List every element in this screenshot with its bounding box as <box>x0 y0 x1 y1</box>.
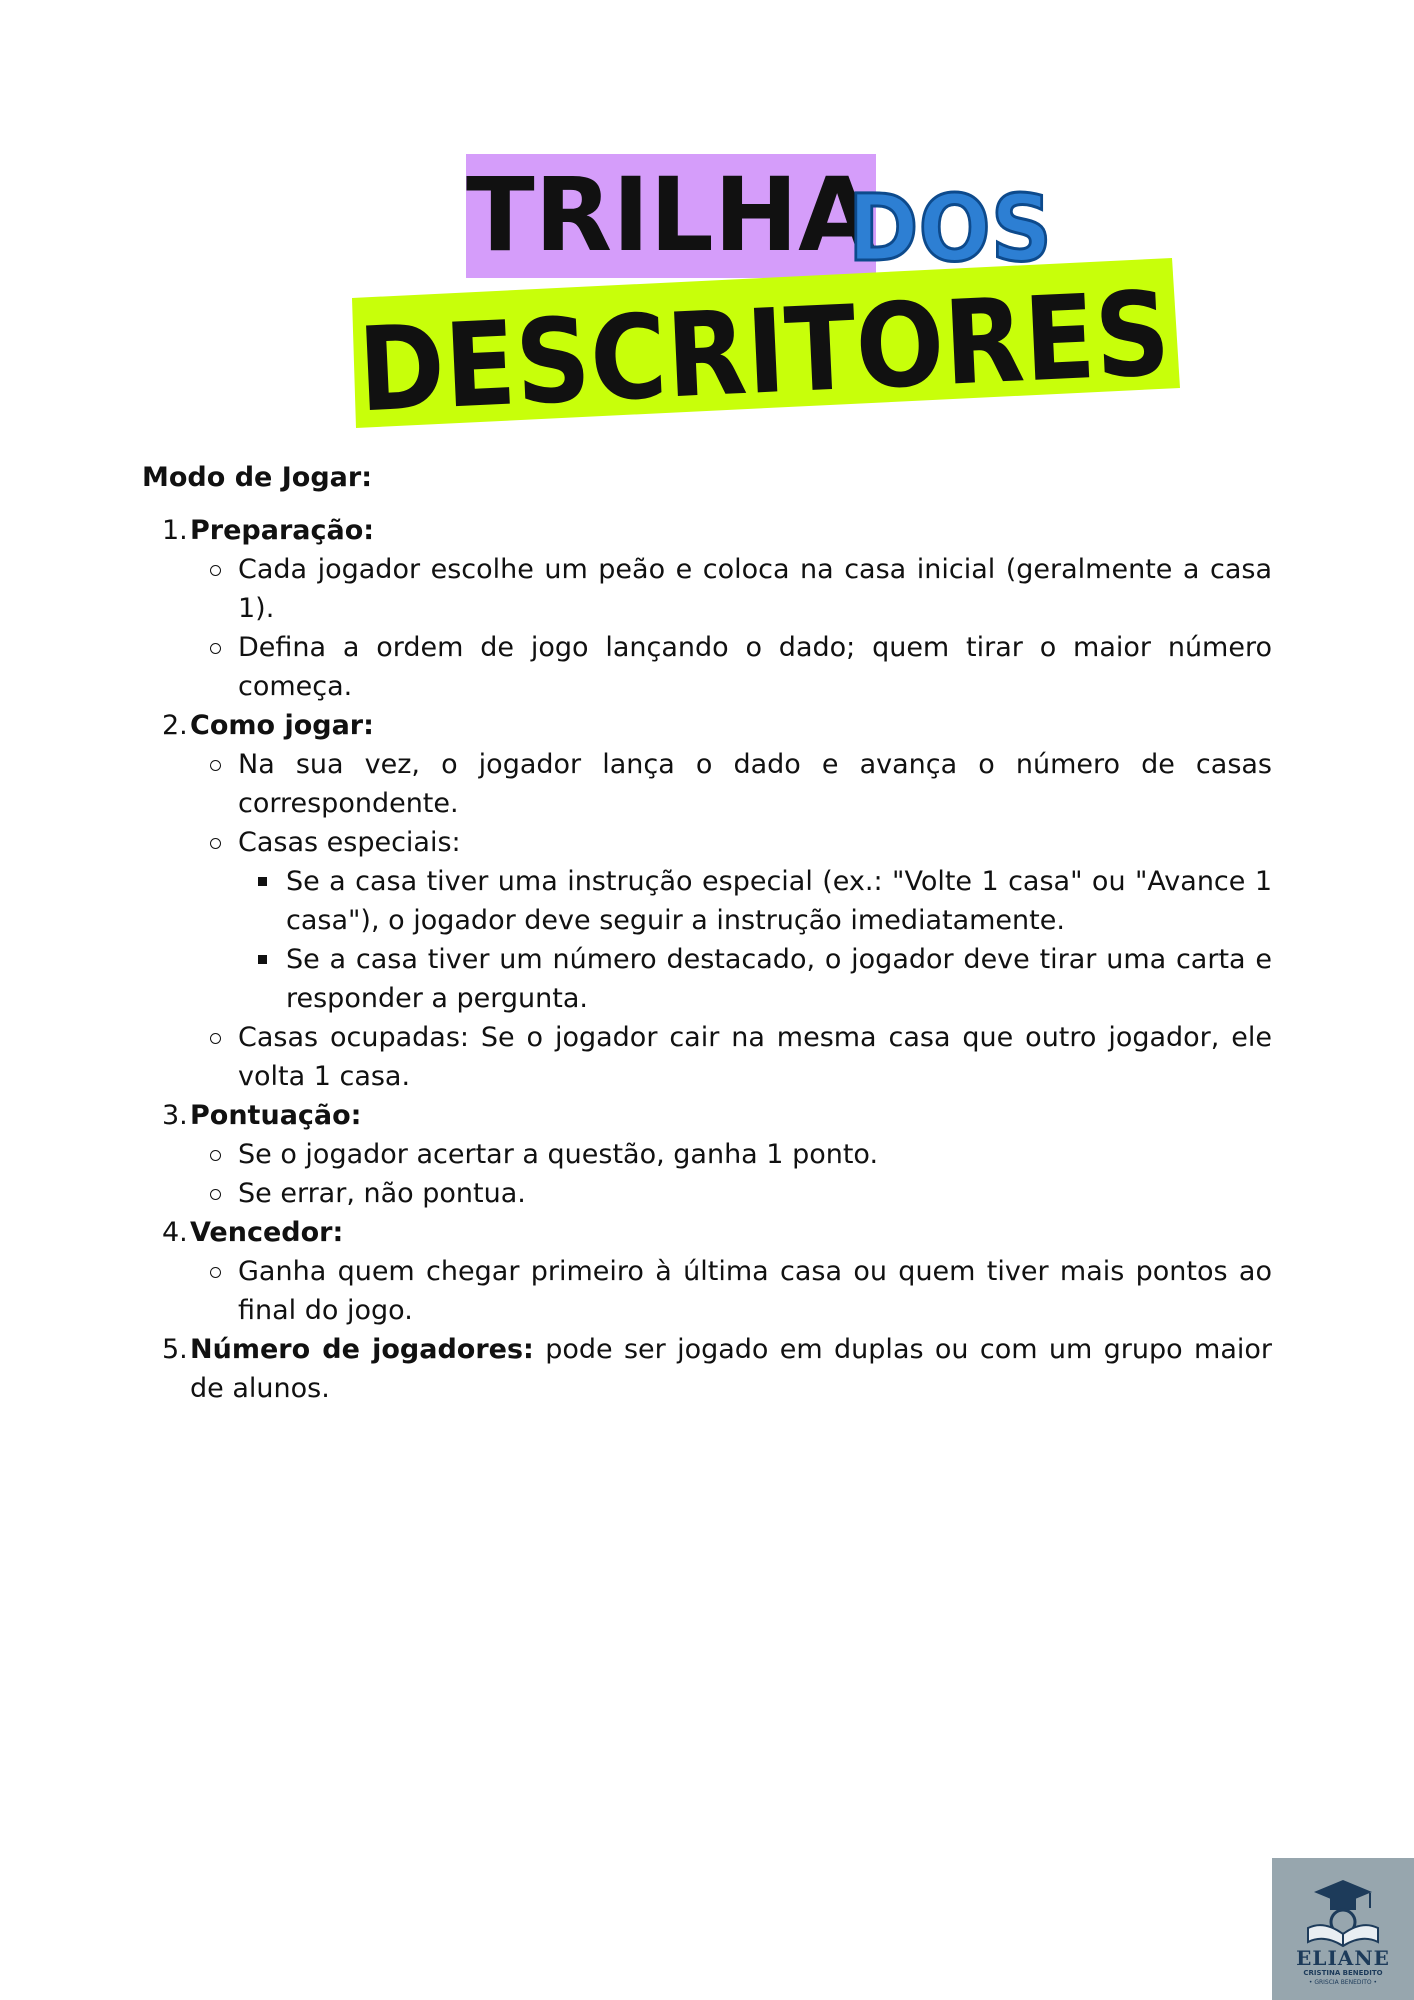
logo-subtitle: CRISTINA BENEDITO <box>1303 1969 1383 1977</box>
list-subitem: Se a casa tiver uma instrução especial (ex.: "Volte 1 casa" ou "Avance 1 casa"), o jogador deve seguir a instrução imediatamente. <box>238 862 1272 940</box>
list-item-casas-especiais <box>190 823 1272 1018</box>
step-items <box>190 1252 1272 1330</box>
step-items <box>190 550 1272 706</box>
step-number: 1. <box>162 515 188 546</box>
instructions <box>142 458 1272 1408</box>
title-word-trilha: TRILHA <box>466 156 877 275</box>
list-item: Se o jogador acertar a questão, ganha 1 ponto. <box>190 1135 1272 1174</box>
step-label: Como jogar: <box>190 710 374 741</box>
step-text: pode ser jogado em duplas ou com um grupo maior de alunos. <box>190 1334 1272 1404</box>
list-item: Defina a ordem de jogo lançando o dado; quem tirar o maior número começa. <box>190 628 1272 706</box>
step-number: 2. <box>162 710 188 741</box>
step-pontuacao <box>142 1096 1272 1213</box>
logo-subtitle-2: • GRISCIA BENEDITO • <box>1308 1979 1378 1986</box>
title-graphic <box>0 0 1414 440</box>
logo-name: ELIANE <box>1296 1946 1390 1970</box>
step-number: 4. <box>162 1217 188 1248</box>
instructions-heading: Modo de Jogar: <box>142 462 372 493</box>
step-vencedor <box>142 1213 1272 1330</box>
list-item: Cada jogador escolhe um peão e coloca na casa inicial (geralmente a casa 1). <box>190 550 1272 628</box>
step-items <box>190 745 1272 1096</box>
step-label: Número de jogadores: <box>190 1334 534 1365</box>
step-label: Vencedor: <box>190 1217 344 1248</box>
step-numero-jogadores <box>142 1330 1272 1408</box>
step-number: 5. <box>162 1334 188 1365</box>
title-banner <box>0 0 1414 440</box>
title-word-dos: DOS <box>848 175 1052 282</box>
list-item: Casas ocupadas: Se o jogador cair na mesma casa que outro jogador, ele volta 1 casa. <box>190 1018 1272 1096</box>
title-word-descritores: DESCRITORES <box>355 262 1268 439</box>
step-como-jogar <box>142 706 1272 1096</box>
list-item: Se errar, não pontua. <box>190 1174 1272 1213</box>
list-subitem: Se a casa tiver um número destacado, o jogador deve tirar uma carta e responder a pergunta. <box>238 940 1272 1018</box>
list-item: Na sua vez, o jogador lança o dado e avança o número de casas correspondente. <box>190 745 1272 823</box>
step-items <box>190 1135 1272 1213</box>
step-label: Preparação: <box>190 515 375 546</box>
step-number: 3. <box>162 1100 188 1131</box>
step-preparacao <box>142 511 1272 706</box>
special-rules <box>238 862 1272 1018</box>
list-item: Ganha quem chegar primeiro à última casa ou quem tiver mais pontos ao final do jogo. <box>190 1252 1272 1330</box>
step-label: Pontuação: <box>190 1100 362 1131</box>
steps-list <box>142 511 1272 1408</box>
author-logo <box>1272 1858 1414 2000</box>
list-item-text: Casas especiais: <box>238 827 461 858</box>
